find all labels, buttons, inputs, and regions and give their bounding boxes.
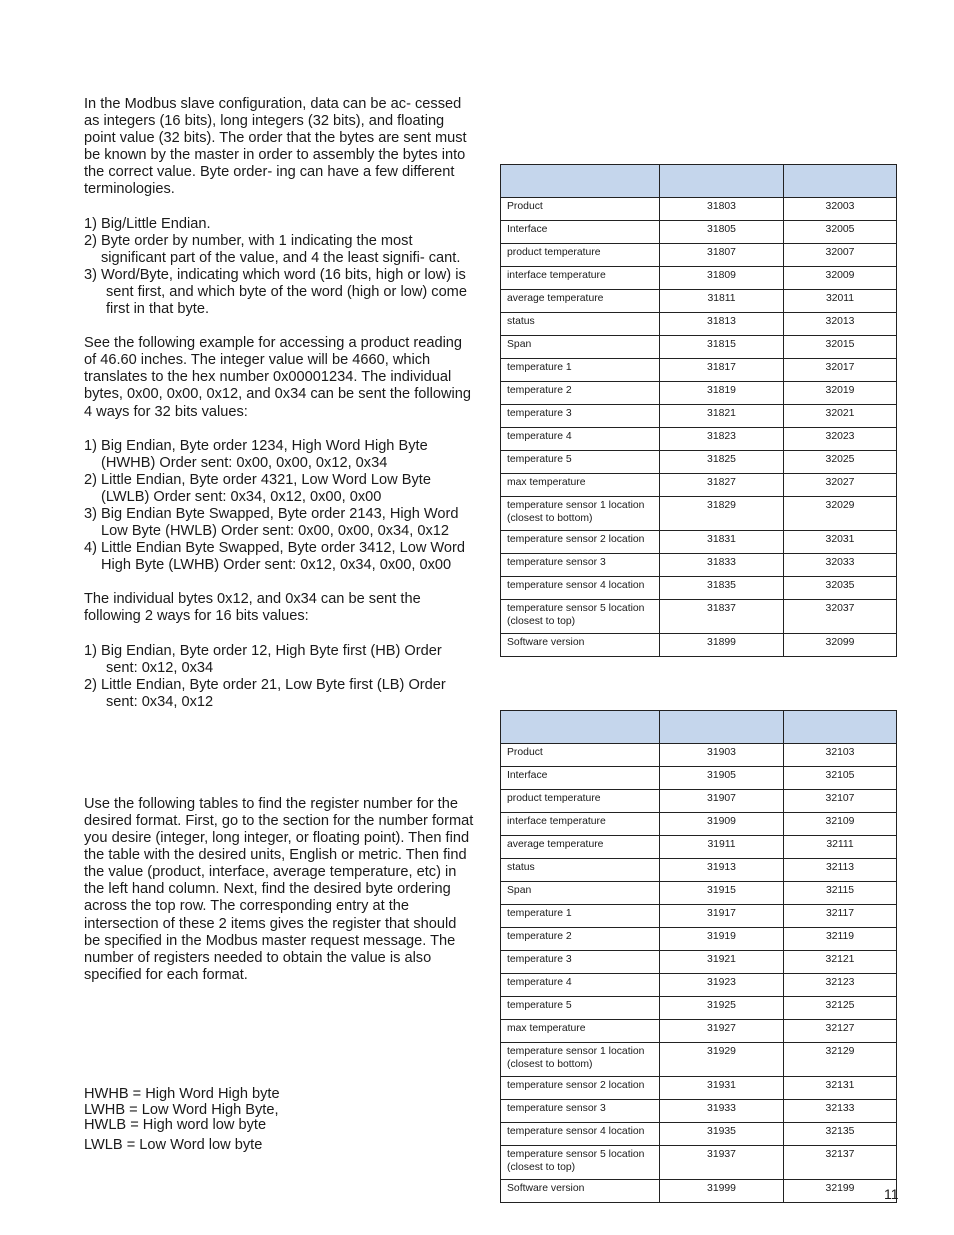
register-cell: 31915	[660, 882, 784, 905]
table-row	[501, 198, 897, 221]
table-row	[501, 313, 897, 336]
register-cell: 32133	[784, 1100, 897, 1123]
register-cell: 32013	[784, 313, 897, 336]
register-cell: 32027	[784, 474, 897, 497]
register-cell: 31827	[660, 474, 784, 497]
table-row	[501, 382, 897, 405]
register-cell: 32115	[784, 882, 897, 905]
parameter-cell: interface temperature	[501, 813, 660, 836]
parameter-cell: temperature 5	[501, 451, 660, 474]
abbreviation-item: LWHB = Low Word High Byte,	[84, 1101, 279, 1118]
register-cell: 32005	[784, 221, 897, 244]
parameter-cell: temperature sensor 3	[501, 554, 660, 577]
register-cell: 32123	[784, 974, 897, 997]
register-cell: 32137	[784, 1146, 897, 1180]
way-32bit-item: 1) Big Endian, Byte order 1234, High Word High Byte (HWHB) Order sent: 0x00, 0x00, 0x12, 0x34	[84, 437, 428, 471]
parameter-cell: temperature sensor 3	[501, 1100, 660, 1123]
register-cell: 32009	[784, 267, 897, 290]
table-row	[501, 244, 897, 267]
table-row	[501, 974, 897, 997]
register-cell: 32017	[784, 359, 897, 382]
table-row	[501, 336, 897, 359]
register-cell: 32103	[784, 744, 897, 767]
table-row	[501, 744, 897, 767]
table-row	[501, 1123, 897, 1146]
register-cell: 31807	[660, 244, 784, 267]
way-32bit-item: 2) Little Endian, Byte order 4321, Low Word Low Byte (LWLB) Order sent: 0x34, 0x12, 0x00, 0x00	[84, 471, 431, 505]
terminology-item: 1) Big/Little Endian.	[84, 215, 211, 232]
register-cell: 32015	[784, 336, 897, 359]
register-cell: 31917	[660, 905, 784, 928]
register-cell: 31821	[660, 405, 784, 428]
register-cell: 32107	[784, 790, 897, 813]
register-cell: 31933	[660, 1100, 784, 1123]
register-cell: 31835	[660, 577, 784, 600]
table-row	[501, 554, 897, 577]
intro-paragraph: In the Modbus slave configuration, data can be ac- cessed as integers (16 bits), long integers (32 bits), and floating point value (32 bits). The order that the bytes are sent must be known by the master in order to assembly the bytes into the correct value. Byte order- ing can have a few different terminologies.	[84, 96, 467, 198]
register-cell: 32199	[784, 1180, 897, 1203]
register-cell: 32037	[784, 600, 897, 634]
abbreviation-item: HWHB = High Word High byte	[84, 1086, 280, 1102]
table-header-cell	[660, 711, 784, 744]
register-cell: 31911	[660, 836, 784, 859]
parameter-cell: temperature 2	[501, 928, 660, 951]
table-row	[501, 405, 897, 428]
register-cell: 31817	[660, 359, 784, 382]
register-cell: 31819	[660, 382, 784, 405]
register-cell: 31803	[660, 198, 784, 221]
example-paragraph: See the following example for accessing a product reading of 46.60 inches. The integer value will be 4660, which translates to the hex number 0x00001234. The individual bytes, 0x00, 0x00, 0x12, and 0x34 can be sent the following 4 ways for 32 bits values:	[84, 335, 471, 420]
register-cell: 31999	[660, 1180, 784, 1203]
table-row	[501, 267, 897, 290]
register-cell: 31813	[660, 313, 784, 336]
parameter-cell: temperature 5	[501, 997, 660, 1020]
ways-16bit-paragraph: The individual bytes 0x12, and 0x34 can be sent the following 2 ways for 16 bits values:	[84, 591, 421, 625]
table-row	[501, 600, 897, 634]
table-row	[501, 905, 897, 928]
table-row	[501, 497, 897, 531]
parameter-cell: Interface	[501, 767, 660, 790]
parameter-cell: temperature 3	[501, 405, 660, 428]
table-row	[501, 1180, 897, 1203]
register-cell: 31925	[660, 997, 784, 1020]
register-cell: 31809	[660, 267, 784, 290]
table-row	[501, 474, 897, 497]
table-row	[501, 1146, 897, 1180]
table-row	[501, 928, 897, 951]
table-row	[501, 1043, 897, 1077]
parameter-cell: Interface	[501, 221, 660, 244]
register-cell: 32031	[784, 531, 897, 554]
register-cell: 31923	[660, 974, 784, 997]
parameter-cell: temperature sensor 5 location (closest to top)	[501, 1146, 660, 1180]
parameter-cell: temperature 1	[501, 905, 660, 928]
parameter-cell: temperature 4	[501, 428, 660, 451]
table-row	[501, 836, 897, 859]
parameter-cell: temperature sensor 2 location	[501, 531, 660, 554]
table-header-cell	[501, 711, 660, 744]
register-cell: 32131	[784, 1077, 897, 1100]
register-cell: 32025	[784, 451, 897, 474]
table-row	[501, 359, 897, 382]
way-32bit-item: 3) Big Endian Byte Swapped, Byte order 2143, High Word Low Byte (HWLB) Order sent: 0x00, 0x00, 0x34, 0x12	[84, 505, 459, 540]
register-cell: 32125	[784, 997, 897, 1020]
table-row	[501, 1100, 897, 1123]
register-cell: 32111	[784, 836, 897, 859]
table-row	[501, 882, 897, 905]
register-cell: 32023	[784, 428, 897, 451]
table-row	[501, 813, 897, 836]
parameter-cell: temperature sensor 1 location (closest to bottom)	[501, 497, 660, 531]
way-32bit-item: 4) Little Endian Byte Swapped, Byte order 3412, Low Word High Byte (LWHB) Order sent: 0x12, 0x34, 0x00, 0x00	[84, 540, 466, 574]
register-cell: 31921	[660, 951, 784, 974]
table-row	[501, 634, 897, 657]
register-cell: 32105	[784, 767, 897, 790]
table-row	[501, 790, 897, 813]
way-16bit-item: 2) Little Endian, Byte order 21, Low Byte first (LB) Order sent: 0x34, 0x12	[84, 676, 446, 710]
parameter-cell: product temperature	[501, 790, 660, 813]
parameter-cell: max temperature	[501, 1020, 660, 1043]
register-cell: 32035	[784, 577, 897, 600]
table-row	[501, 1077, 897, 1100]
table-header-row	[501, 165, 897, 198]
parameter-cell: temperature sensor 2 location	[501, 1077, 660, 1100]
table-row	[501, 1020, 897, 1043]
register-cell: 31909	[660, 813, 784, 836]
register-cell: 32117	[784, 905, 897, 928]
register-cell: 31905	[660, 767, 784, 790]
parameter-cell: temperature sensor 4 location	[501, 1123, 660, 1146]
parameter-cell: temperature sensor 4 location	[501, 577, 660, 600]
parameter-cell: temperature 4	[501, 974, 660, 997]
parameter-cell: interface temperature	[501, 267, 660, 290]
table-row	[501, 428, 897, 451]
register-cell: 32119	[784, 928, 897, 951]
parameter-cell: average temperature	[501, 836, 660, 859]
parameter-cell: average temperature	[501, 290, 660, 313]
parameter-cell: Span	[501, 882, 660, 905]
parameter-cell: temperature 1	[501, 359, 660, 382]
register-table-2	[500, 710, 897, 1203]
register-cell: 32129	[784, 1043, 897, 1077]
register-cell: 31833	[660, 554, 784, 577]
abbreviation-list	[84, 1087, 280, 1153]
table-header-cell	[501, 165, 660, 198]
register-cell: 32135	[784, 1123, 897, 1146]
parameter-cell: status	[501, 313, 660, 336]
way-16bit-item: 1) Big Endian, Byte order 12, High Byte first (HB) Order sent: 0x12, 0x34	[84, 642, 442, 676]
terminology-item: 3) Word/Byte, indicating which word (16 bits, high or low) is sent first, and which byte of the word (high or low) come first in that byte.	[84, 266, 467, 318]
parameter-cell: Software version	[501, 634, 660, 657]
register-cell: 31903	[660, 744, 784, 767]
register-table-1	[500, 164, 897, 657]
register-cell: 31831	[660, 531, 784, 554]
body-text-column	[84, 96, 474, 984]
register-cell: 31929	[660, 1043, 784, 1077]
abbreviation-item: HWLB = High word low byte	[84, 1117, 267, 1133]
register-cell: 31805	[660, 221, 784, 244]
parameter-cell: Span	[501, 336, 660, 359]
table-row	[501, 951, 897, 974]
table-header-row	[501, 711, 897, 744]
register-cell: 31935	[660, 1123, 784, 1146]
register-cell: 32021	[784, 405, 897, 428]
register-cell: 32019	[784, 382, 897, 405]
table-row	[501, 997, 897, 1020]
parameter-cell: temperature sensor 1 location (closest to bottom)	[501, 1043, 660, 1077]
register-cell: 32121	[784, 951, 897, 974]
register-cell: 32033	[784, 554, 897, 577]
table-header-cell	[660, 165, 784, 198]
table-row	[501, 531, 897, 554]
register-cell: 32099	[784, 634, 897, 657]
table-header-cell	[784, 165, 897, 198]
table-row	[501, 221, 897, 244]
register-cell: 31825	[660, 451, 784, 474]
parameter-cell: status	[501, 859, 660, 882]
tables-usage-paragraph: Use the following tables to find the register number for the desired format. First, go to the section for the number format you desire (integer, long integer, or floating point). Then find the table with the desired units, English or metric. Then find the value (product, interface, average temperature, etc) in the left hand column. Next, find the desired byte ordering across the top row. The corresponding entry at the intersection of these 2 items gives the register that should be specified in the Modbus master request message. The number of registers needed to obtain the value is also specified for each format.	[84, 795, 474, 983]
register-cell: 31815	[660, 336, 784, 359]
terminology-item: 2) Byte order by number, with 1 indicating the most significant part of the value, and 4 the least signifi- cant.	[84, 232, 461, 266]
table-header-cell	[784, 711, 897, 744]
abbreviation-item: LWLB = Low Word low byte	[84, 1136, 263, 1153]
register-cell: 31837	[660, 600, 784, 634]
table-row	[501, 767, 897, 790]
table-row	[501, 290, 897, 313]
register-cell: 31823	[660, 428, 784, 451]
register-cell: 31899	[660, 634, 784, 657]
register-cell: 32113	[784, 859, 897, 882]
parameter-cell: max temperature	[501, 474, 660, 497]
register-cell: 31919	[660, 928, 784, 951]
table-row	[501, 577, 897, 600]
register-cell: 32109	[784, 813, 897, 836]
parameter-cell: temperature 2	[501, 382, 660, 405]
register-cell: 31811	[660, 290, 784, 313]
parameter-cell: Software version	[501, 1180, 660, 1203]
register-cell: 32011	[784, 290, 897, 313]
register-cell: 31829	[660, 497, 784, 531]
register-cell: 31937	[660, 1146, 784, 1180]
parameter-cell: temperature 3	[501, 951, 660, 974]
register-cell: 31907	[660, 790, 784, 813]
register-cell: 31931	[660, 1077, 784, 1100]
register-cell: 31913	[660, 859, 784, 882]
register-cell: 31927	[660, 1020, 784, 1043]
register-cell: 32029	[784, 497, 897, 531]
table-row	[501, 451, 897, 474]
parameter-cell: Product	[501, 744, 660, 767]
register-cell: 32127	[784, 1020, 897, 1043]
parameter-cell: product temperature	[501, 244, 660, 267]
parameter-cell: Product	[501, 198, 660, 221]
page-number: 11	[884, 1186, 899, 1202]
parameter-cell: temperature sensor 5 location (closest to top)	[501, 600, 660, 634]
register-cell: 32007	[784, 244, 897, 267]
register-cell: 32003	[784, 198, 897, 221]
table-row	[501, 859, 897, 882]
